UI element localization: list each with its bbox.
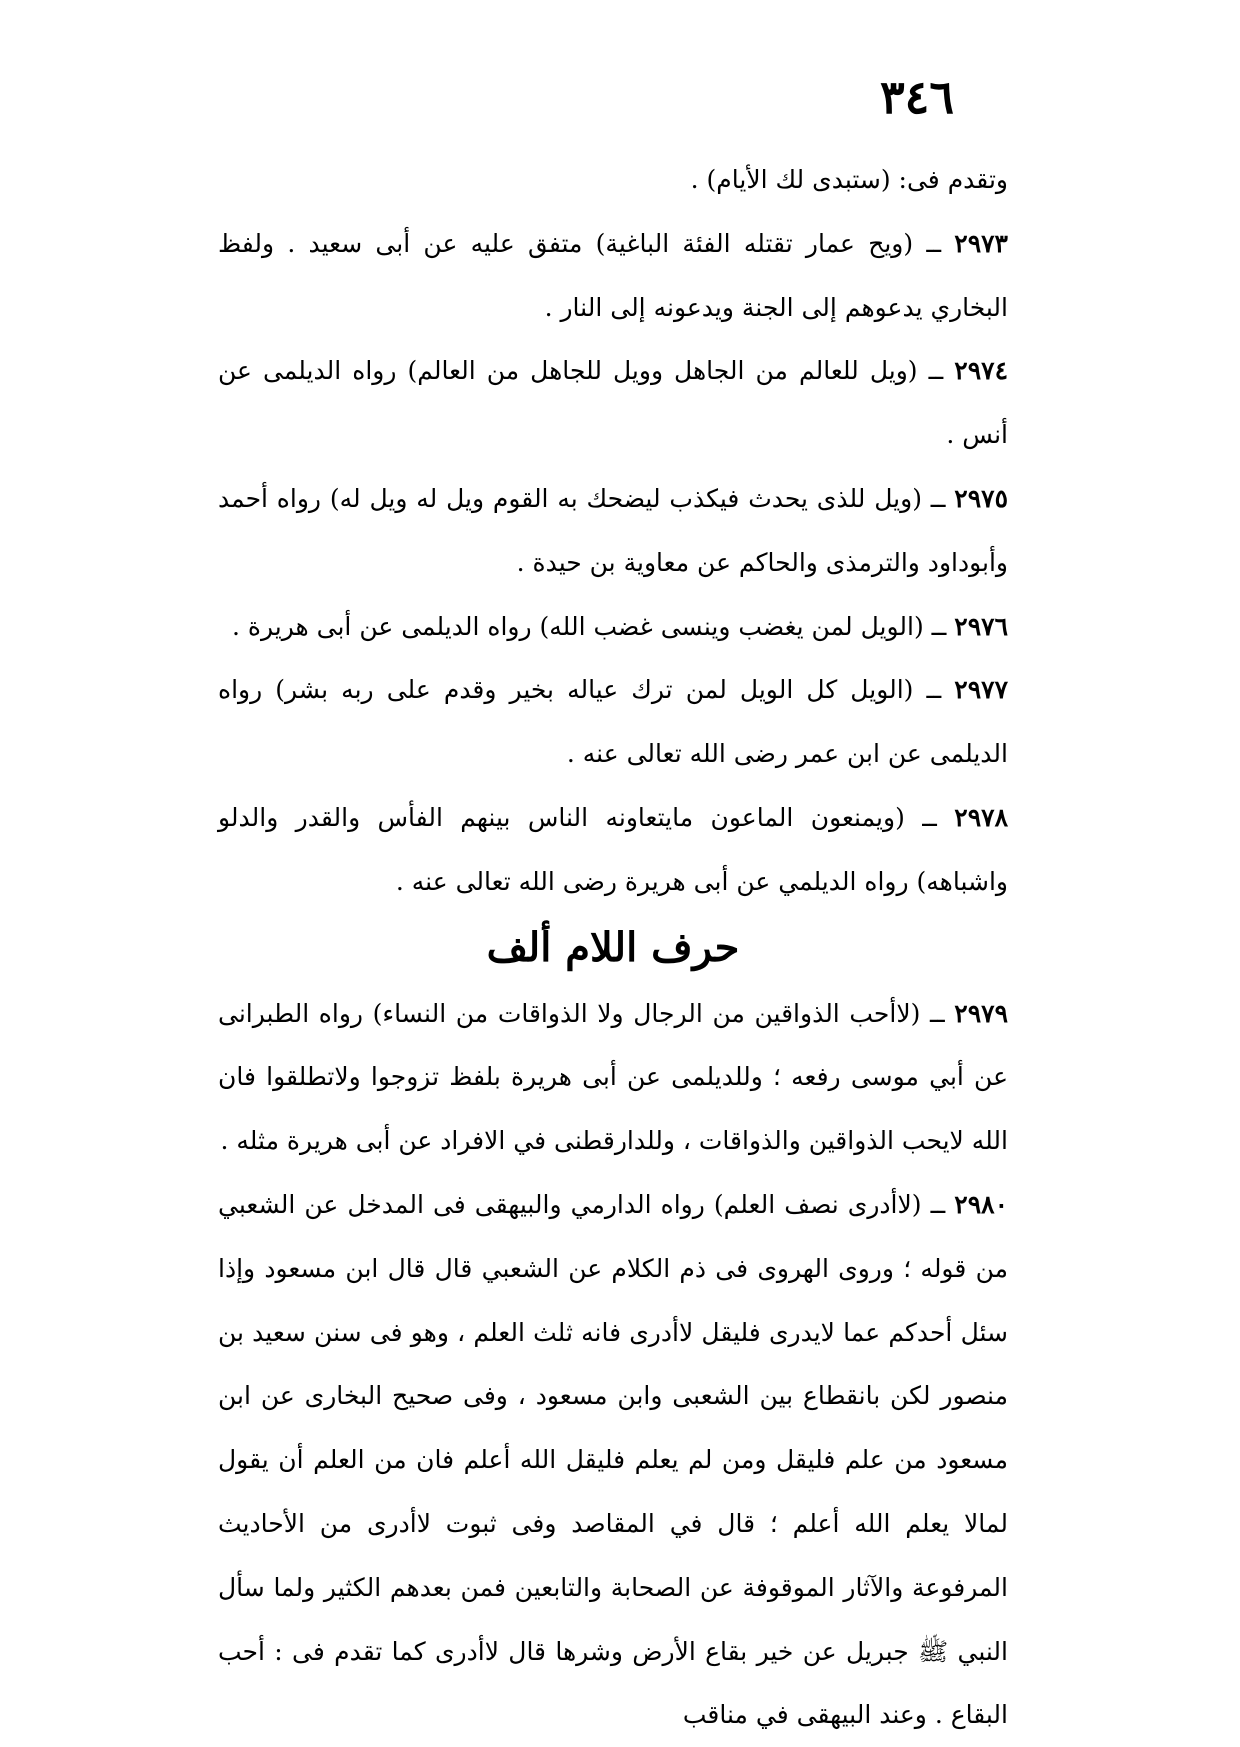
hadith-entry: ٢٩٧٨ ــ (ويمنعون الماعون مايتعاونه الناس بينهم الفأس والقدر والدلو واشباهه) رواه الديلمي عن أبى هريرة رضى الله تعالى عنه . bbox=[218, 802, 1008, 896]
hadith-entry: ٢٩٧٥ ــ (ويل للذى يحدث فيكذب ليضحك به القوم ويل له ويل له) رواه أحمد وأبوداود والترمذى والحاكم عن معاوية بن حيدة . bbox=[218, 483, 1008, 577]
hadith-entry: ٢٩٧٩ ــ (لاأحب الذواقين من الرجال ولا الذواقات من النساء) رواه الطبرانى عن أبي موسى رفعه ؛ وللديلمى عن أبى هريرة بلفظ تزوجوا ولاتطلقوا فان الله لايحب الذواقين والذواقات ، وللدارقطنى في الافراد عن أبى هريرة مثله . bbox=[218, 998, 1008, 1156]
entry-text: (لاأدرى نصف العلم) رواه الدارمي والبيهقى فى المدخل عن الشعبي من قوله ؛ وروى الهروى فى ذم الكلام عن الشعبي قال قال ابن مسعود وإذا سئل أحدكم عما لايدرى فليقل لاأدرى فانه ثلث العلم ، وهو فى سنن سعيد بن منصور لكن بانقطاع بين الشعبى وابن مسعود ، وفى صحيح البخارى عن ابن مسعود من علم فليقل ومن لم يعلم فليقل الله أعلم فان من العلم أن يقول لمالا يعلم الله أعلم ؛ قال في المقاصد وفى ثبوت لاأدرى من الأحاديث المرفوعة والآثار الموقوفة عن الصحابة والتابعين فمن بعدهم الكثير ولما سأل النبي ﷺ جبريل عن خير بقاع الأرض وشرها قال لاأدرى كما تقدم فى : أحب البقاع . وعند البيهقى في مناقب bbox=[218, 1189, 1008, 1730]
entry-number: ٢٩٧٥ bbox=[954, 483, 1008, 513]
entry-number: ٢٩٧٤ bbox=[954, 356, 1008, 386]
hadith-entry: ٢٩٨٠ ــ (لاأدرى نصف العلم) رواه الدارمي والبيهقى فى المدخل عن الشعبي من قوله ؛ وروى الهروى فى ذم الكلام عن الشعبي قال قال ابن مسعود وإذا سئل أحدكم عما لايدرى فليقل لاأدرى فانه ثلث العلم ، وهو فى سنن سعيد بن منصور لكن بانقطاع بين الشعبى وابن مسعود ، وفى صحيح البخارى عن ابن مسعود من علم فليقل ومن لم يعلم فليقل الله أعلم فان من العلم أن يقول لمالا يعلم الله أعلم ؛ قال في المقاصد وفى ثبوت لاأدرى من الأحاديث المرفوعة والآثار الموقوفة عن الصحابة والتابعين فمن بعدهم الكثير ولما سأل النبي ﷺ جبريل عن خير بقاع الأرض وشرها قال لاأدرى كما تقدم فى : أحب البقاع . وعند البيهقى في مناقب bbox=[218, 1189, 1009, 1730]
text-body bbox=[218, 148, 1008, 1747]
entry-text: (ويل للذى يحدث فيكذب ليضحك به القوم ويل له ويل له) رواه أحمد وأبوداود والترمذى والحاكم عن معاوية بن حيدة . bbox=[218, 483, 1008, 577]
intro-line: وتقدم فى: (ستبدى لك الأيام) . bbox=[690, 165, 1008, 194]
hadith-entry: ٢٩٧٤ ــ (ويل للعالم من الجاهل وويل للجاهل من العالم) رواه الديلمى عن أنس . bbox=[218, 356, 1008, 450]
entry-number: ٢٩٧٧ bbox=[954, 675, 1008, 705]
section-heading: حرف اللام ألف bbox=[486, 923, 740, 971]
page-number: ٣٤٦ bbox=[879, 70, 955, 124]
entry-text: (ويح عمار تقتله الفئة الباغية) متفق عليه عن أبى سعيد . ولفظ البخاري يدعوهم إلى الجنة ويدعونه إلى النار . bbox=[218, 228, 1008, 322]
entry-number: ٢٩٧٦ bbox=[954, 611, 1008, 641]
entry-text: (ويل للعالم من الجاهل وويل للجاهل من العالم) رواه الديلمى عن أنس . bbox=[218, 356, 1008, 450]
hadith-entry: ٢٩٧٦ ــ (الويل لمن يغضب وينسى غضب الله) رواه الديلمى عن أبى هريرة . bbox=[231, 611, 1008, 641]
entry-number: ٢٩٧٩ bbox=[954, 998, 1008, 1028]
entry-text: (ويمنعون الماعون مايتعاونه الناس بينهم الفأس والقدر والدلو واشباهه) رواه الديلمي عن أبى هريرة رضى الله تعالى عنه . bbox=[218, 802, 1008, 896]
entry-text: (الويل كل الويل لمن ترك عياله بخير وقدم على ربه بشر) رواه الديلمى عن ابن عمر رضى الله تعالى عنه . bbox=[218, 675, 1008, 769]
entry-number: ٢٩٧٨ bbox=[954, 802, 1008, 832]
hadith-entry: ٢٩٧٣ ــ (ويح عمار تقتله الفئة الباغية) متفق عليه عن أبى سعيد . ولفظ البخاري يدعوهم إلى الجنة ويدعونه إلى النار . bbox=[218, 228, 1008, 322]
entry-number: ٢٩٧٣ bbox=[954, 228, 1008, 258]
entry-number: ٢٩٨٠ bbox=[954, 1189, 1009, 1219]
hadith-entry: ٢٩٧٧ ــ (الويل كل الويل لمن ترك عياله بخير وقدم على ربه بشر) رواه الديلمى عن ابن عمر رضى الله تعالى عنه . bbox=[218, 675, 1008, 769]
entry-text: (الويل لمن يغضب وينسى غضب الله) رواه الديلمى عن أبى هريرة . bbox=[231, 611, 924, 641]
entry-text: (لاأحب الذواقين من الرجال ولا الذواقات من النساء) رواه الطبرانى عن أبي موسى رفعه ؛ وللديلمى عن أبى هريرة بلفظ تزوجوا ولاتطلقوا فان الله لايحب الذواقين والذواقات ، وللدارقطنى في الافراد عن أبى هريرة مثله . bbox=[218, 998, 1008, 1156]
